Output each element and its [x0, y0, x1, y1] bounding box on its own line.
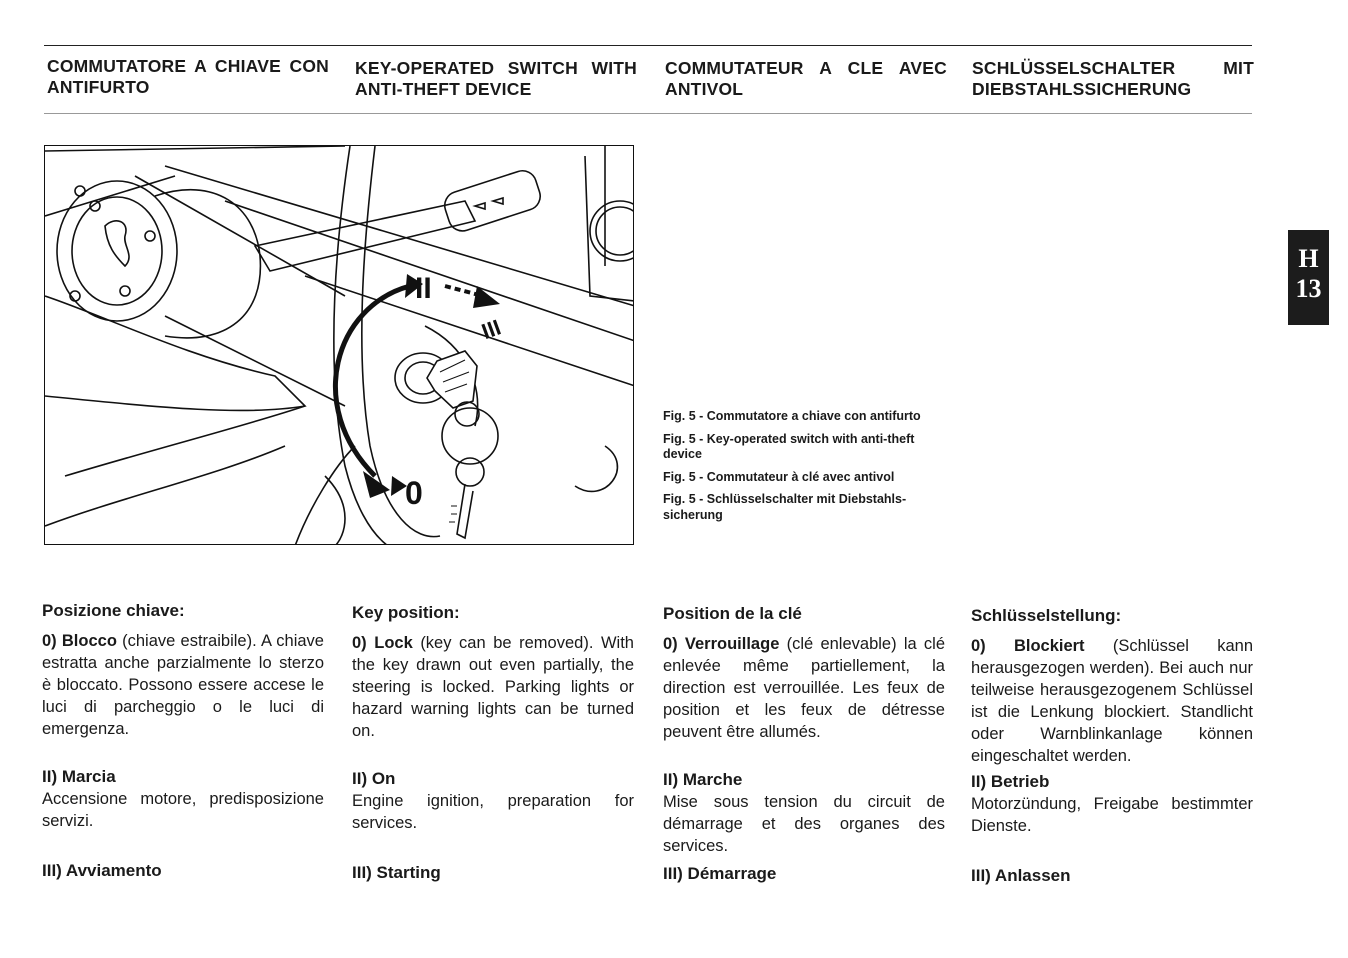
- heading-line2: ANTIVOL: [665, 79, 744, 99]
- column-french: [663, 603, 945, 885]
- heading-line1: SCHLÜSSELSCHALTER MIT: [972, 58, 1254, 78]
- column-title: Position de la clé: [663, 604, 802, 623]
- position-iii-title: III) Starting: [352, 863, 441, 882]
- position-0-label: 0) Blockiert: [971, 637, 1085, 655]
- position-iii-title: III) Démarrage: [663, 864, 777, 883]
- position-0-label: 0) Verrouillage: [663, 635, 780, 653]
- caption-en: Fig. 5 - Key-operated switch with anti-theft device: [663, 431, 915, 461]
- position-0-description: (clé enlevable) la clé enlevée même partiellement, la direction est verrouillée. Les feux de position et les feux de détresse peuvent être allumés.: [663, 635, 945, 741]
- position-0-description: (Schlüssel kann herausgezogen werden). Bei auch nur teilweise herausgezogenem Schlüssel ist die Lenkung blockiert. Standlicht oder Warnblinkanlage können eingeschaltet werden.: [971, 637, 1253, 765]
- position-ii-text: Motorzündung, Freigabe bestimmter Dienste.: [971, 795, 1253, 835]
- wheel-hub-ring: [155, 190, 260, 338]
- column-title: Schlüsselstellung:: [971, 606, 1122, 625]
- position-0-label: 0) Lock: [352, 634, 413, 652]
- section-heading-en: [355, 58, 637, 100]
- ignition-switch-drawing: [45, 146, 634, 545]
- ignition-switch-figure: [44, 145, 634, 545]
- caption-fr: Fig. 5 - Commutateur à clé avec antivol: [663, 469, 895, 484]
- position-ii-text: Mise sous tension du circuit de démarrage et des organes des services.: [663, 793, 945, 855]
- heading-line1: COMMUTATORE A CHIAVE CON: [47, 56, 329, 76]
- position-0-text: [663, 633, 945, 743]
- dash-line: [165, 166, 634, 306]
- tab-letter: H: [1298, 244, 1319, 273]
- column-shroud: [45, 296, 305, 411]
- heading-line1: COMMUTATEUR A CLE AVEC: [665, 58, 947, 78]
- label-position-iii: III: [478, 314, 505, 345]
- dash-line: [225, 201, 634, 341]
- horn-pad: [57, 181, 177, 321]
- position-0-text: [352, 632, 634, 742]
- position-ii-text: Accensione motore, predisposizione servizi.: [42, 790, 324, 830]
- header-underline-rule: [44, 113, 1252, 114]
- caption-it: Fig. 5 - Commutatore a chiave con antifurto: [663, 409, 921, 423]
- column-title: Key position:: [352, 603, 460, 622]
- figure-captions: [663, 409, 953, 530]
- key-ring: [442, 408, 498, 464]
- caption-de: Fig. 5 - Schlüsselschalter mit Diebstahls-sicherung: [663, 492, 907, 522]
- spare-key: [457, 484, 473, 538]
- column-english: [352, 602, 634, 884]
- column-italian: [42, 600, 324, 882]
- label-position-ii: II: [415, 272, 432, 305]
- key-head: [427, 351, 477, 408]
- label-position-zero: 0: [405, 475, 423, 511]
- column-german: [971, 605, 1253, 887]
- top-rule: [44, 45, 1252, 46]
- position-ii-title: II) Marche: [663, 770, 743, 789]
- section-heading-it: [47, 56, 329, 98]
- position-0-description: (chiave estraibile). A chiave estratta anche parzialmente lo sterzo è bloccato. Possono essere accese le luci di parcheggio o le luci di emergenza.: [42, 632, 324, 738]
- section-heading-de: [972, 58, 1254, 100]
- position-ii-title: II) On: [352, 769, 396, 788]
- position-ii-title: II) Marcia: [42, 767, 116, 786]
- position-0-label: 0) Blocco: [42, 632, 117, 650]
- horse-emblem: [105, 221, 129, 266]
- section-tab: [1288, 230, 1329, 325]
- heading-line2: DIEBSTAHLSSICHERUNG: [972, 79, 1192, 99]
- heading-line1: KEY-OPERATED SWITCH WITH: [355, 58, 637, 78]
- position-0-text: [42, 630, 324, 740]
- position-iii-title: III) Anlassen: [971, 866, 1071, 885]
- position-0-description: (key can be removed). With the key drawn out even partially, the steering is locked. Parking lights or hazard warning lights can be turned on.: [352, 634, 634, 740]
- position-0-text: [971, 635, 1253, 767]
- section-heading-fr: [665, 58, 947, 100]
- position-iii-title: III) Avviamento: [42, 861, 162, 880]
- rotation-arrow: [335, 286, 410, 476]
- position-ii-title: II) Betrieb: [971, 772, 1050, 791]
- tab-page-number: 13: [1295, 274, 1322, 303]
- position-ii-text: Engine ignition, preparation for services.: [352, 792, 634, 832]
- column-title: Posizione chiave:: [42, 601, 185, 620]
- heading-line2: ANTI-THEFT DEVICE: [355, 79, 532, 99]
- dash-line: [45, 146, 345, 151]
- heading-line2: ANTIFURTO: [47, 77, 150, 97]
